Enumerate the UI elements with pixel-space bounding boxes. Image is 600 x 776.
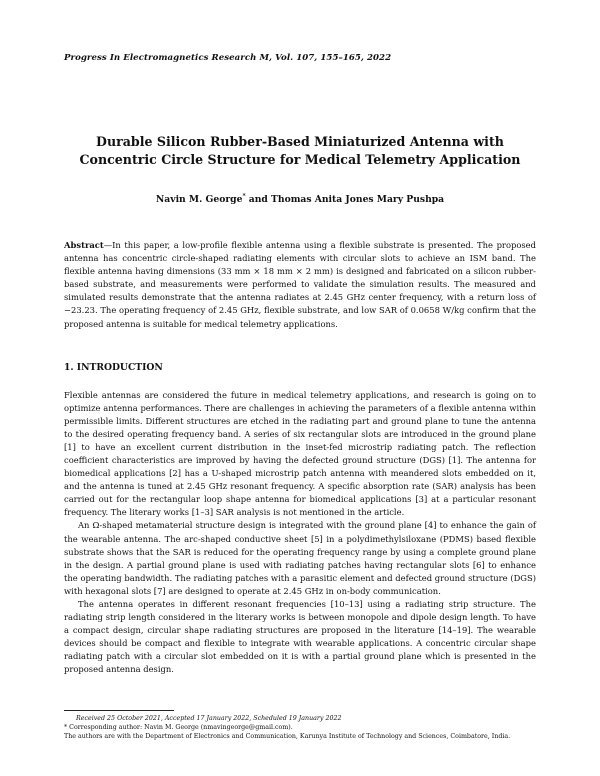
title-line-1: Durable Silicon Rubber-Based Miniaturized Antenna with	[96, 134, 504, 149]
paragraph-3: The antenna operates in different resonant frequencies [10–13] using a radiating strip structure. The radiating strip length considered in the literary works is between monopole and dipole design length. To have a compact design, circular shape radiating structures are proposed in the literature [14–19]. The wearable devices should be compact and flexible to integrate with wearable applications. A concentric circular shape radiating patch with a circular slot embedded on it is with a partial ground plane which is presented in the proposed antenna design.	[64, 598, 536, 674]
title-line-2: Concentric Circle Structure for Medical Telemetry Application	[79, 152, 521, 167]
section-heading: 1. INTRODUCTION	[64, 362, 163, 373]
author-2: Thomas Anita Jones Mary Pushpa	[271, 194, 445, 206]
footnote-divider	[64, 710, 174, 711]
journal-header: Progress In Electromagnetics Research M, Vol. 107, 155–165, 2022	[64, 53, 392, 63]
paragraph-2: An Ω-shaped metamaterial structure design is integrated with the ground plane [4] to enhance the gain of the wearable antenna. The arc-shaped conductive sheet [5] in a polydimethylsiloxane (PDMS) based flexible substrate shows that the SAR is reduced for the operating frequency range by using a complete ground plane in the design. A partial ground plane is used with radiating patches having rectangular slots [6] to enhance the operating bandwidth. The radiating patches with a parasitic element and defected ground structure (DGS) with hexagonal slots [7] are designed to operate at 2.45 GHz in on-body communication.	[64, 520, 536, 596]
abstract-text: —In this paper, a low-profile flexible antenna using a flexible substrate is presented. The proposed antenna has concentric circle-shaped radiating elements with circular slots to achieve an ISM band. The flexible antenna having dimensions (33 mm × 18 mm × 2 mm) is designed and fabricated on a silicon rubber-based substrate, and measurements were performed to validate the simulation results. The measured and simulated results demonstrate that the antenna radiates at 2.45 GHz center frequency, with a return loss of −23.23. The operating frequency of 2.45 GHz, flexible substrate, and low SAR of 0.0658 W/kg confirm that the proposed antenna is suitable for medical telemetry applications.	[64, 240, 536, 329]
received-dates: Received 25 October 2021, Accepted 17 January 2022, Scheduled 19 January 2022	[76, 715, 342, 722]
corresponding-mark: *	[242, 193, 246, 200]
section-body	[64, 389, 536, 676]
author-list	[60, 193, 540, 205]
corresponding-author-note: * Corresponding author: Navin M. George (nmavingeorge@gmail.com).	[64, 724, 293, 732]
abstract	[64, 239, 536, 331]
author-separator: and	[245, 194, 272, 206]
paragraph-1: Flexible antennas are considered the future in medical telemetry applications, and research is going on to optimize antenna performances. There are challenges in achieving the parameters of a flexible antenna within permissible limits. Different structures are etched in the radiating part and ground plane to tune the antenna to the desired operating frequency band. A series of six rectangular slots are introduced in the ground plane [1] to have an excellent current distribution in the inset-fed microstrip radiating patch. The reflection coefficient characteristics are improved by having the defected ground structure (DGS) [1]. The antenna for biomedical applications [2] has a U-shaped microstrip patch antenna with meandered slots embedded on it, and the antenna is tuned at 2.45 GHz resonant frequency. A specific absorption rate (SAR) analysis has been carried out for the rectangular loop shape antenna for biomedical applications [3] at a particular resonant frequency. The literary works [1–3] SAR analysis is not mentioned in the article.	[64, 390, 536, 518]
abstract-label: Abstract	[64, 240, 104, 250]
footnotes	[64, 714, 536, 741]
affiliation-note: The authors are with the Department of Electronics and Communication, Karunya Institute of Technology and Sciences, Coimbatore, India.	[64, 733, 511, 741]
paper-title	[60, 133, 540, 169]
author-1: Navin M. George	[155, 194, 243, 206]
